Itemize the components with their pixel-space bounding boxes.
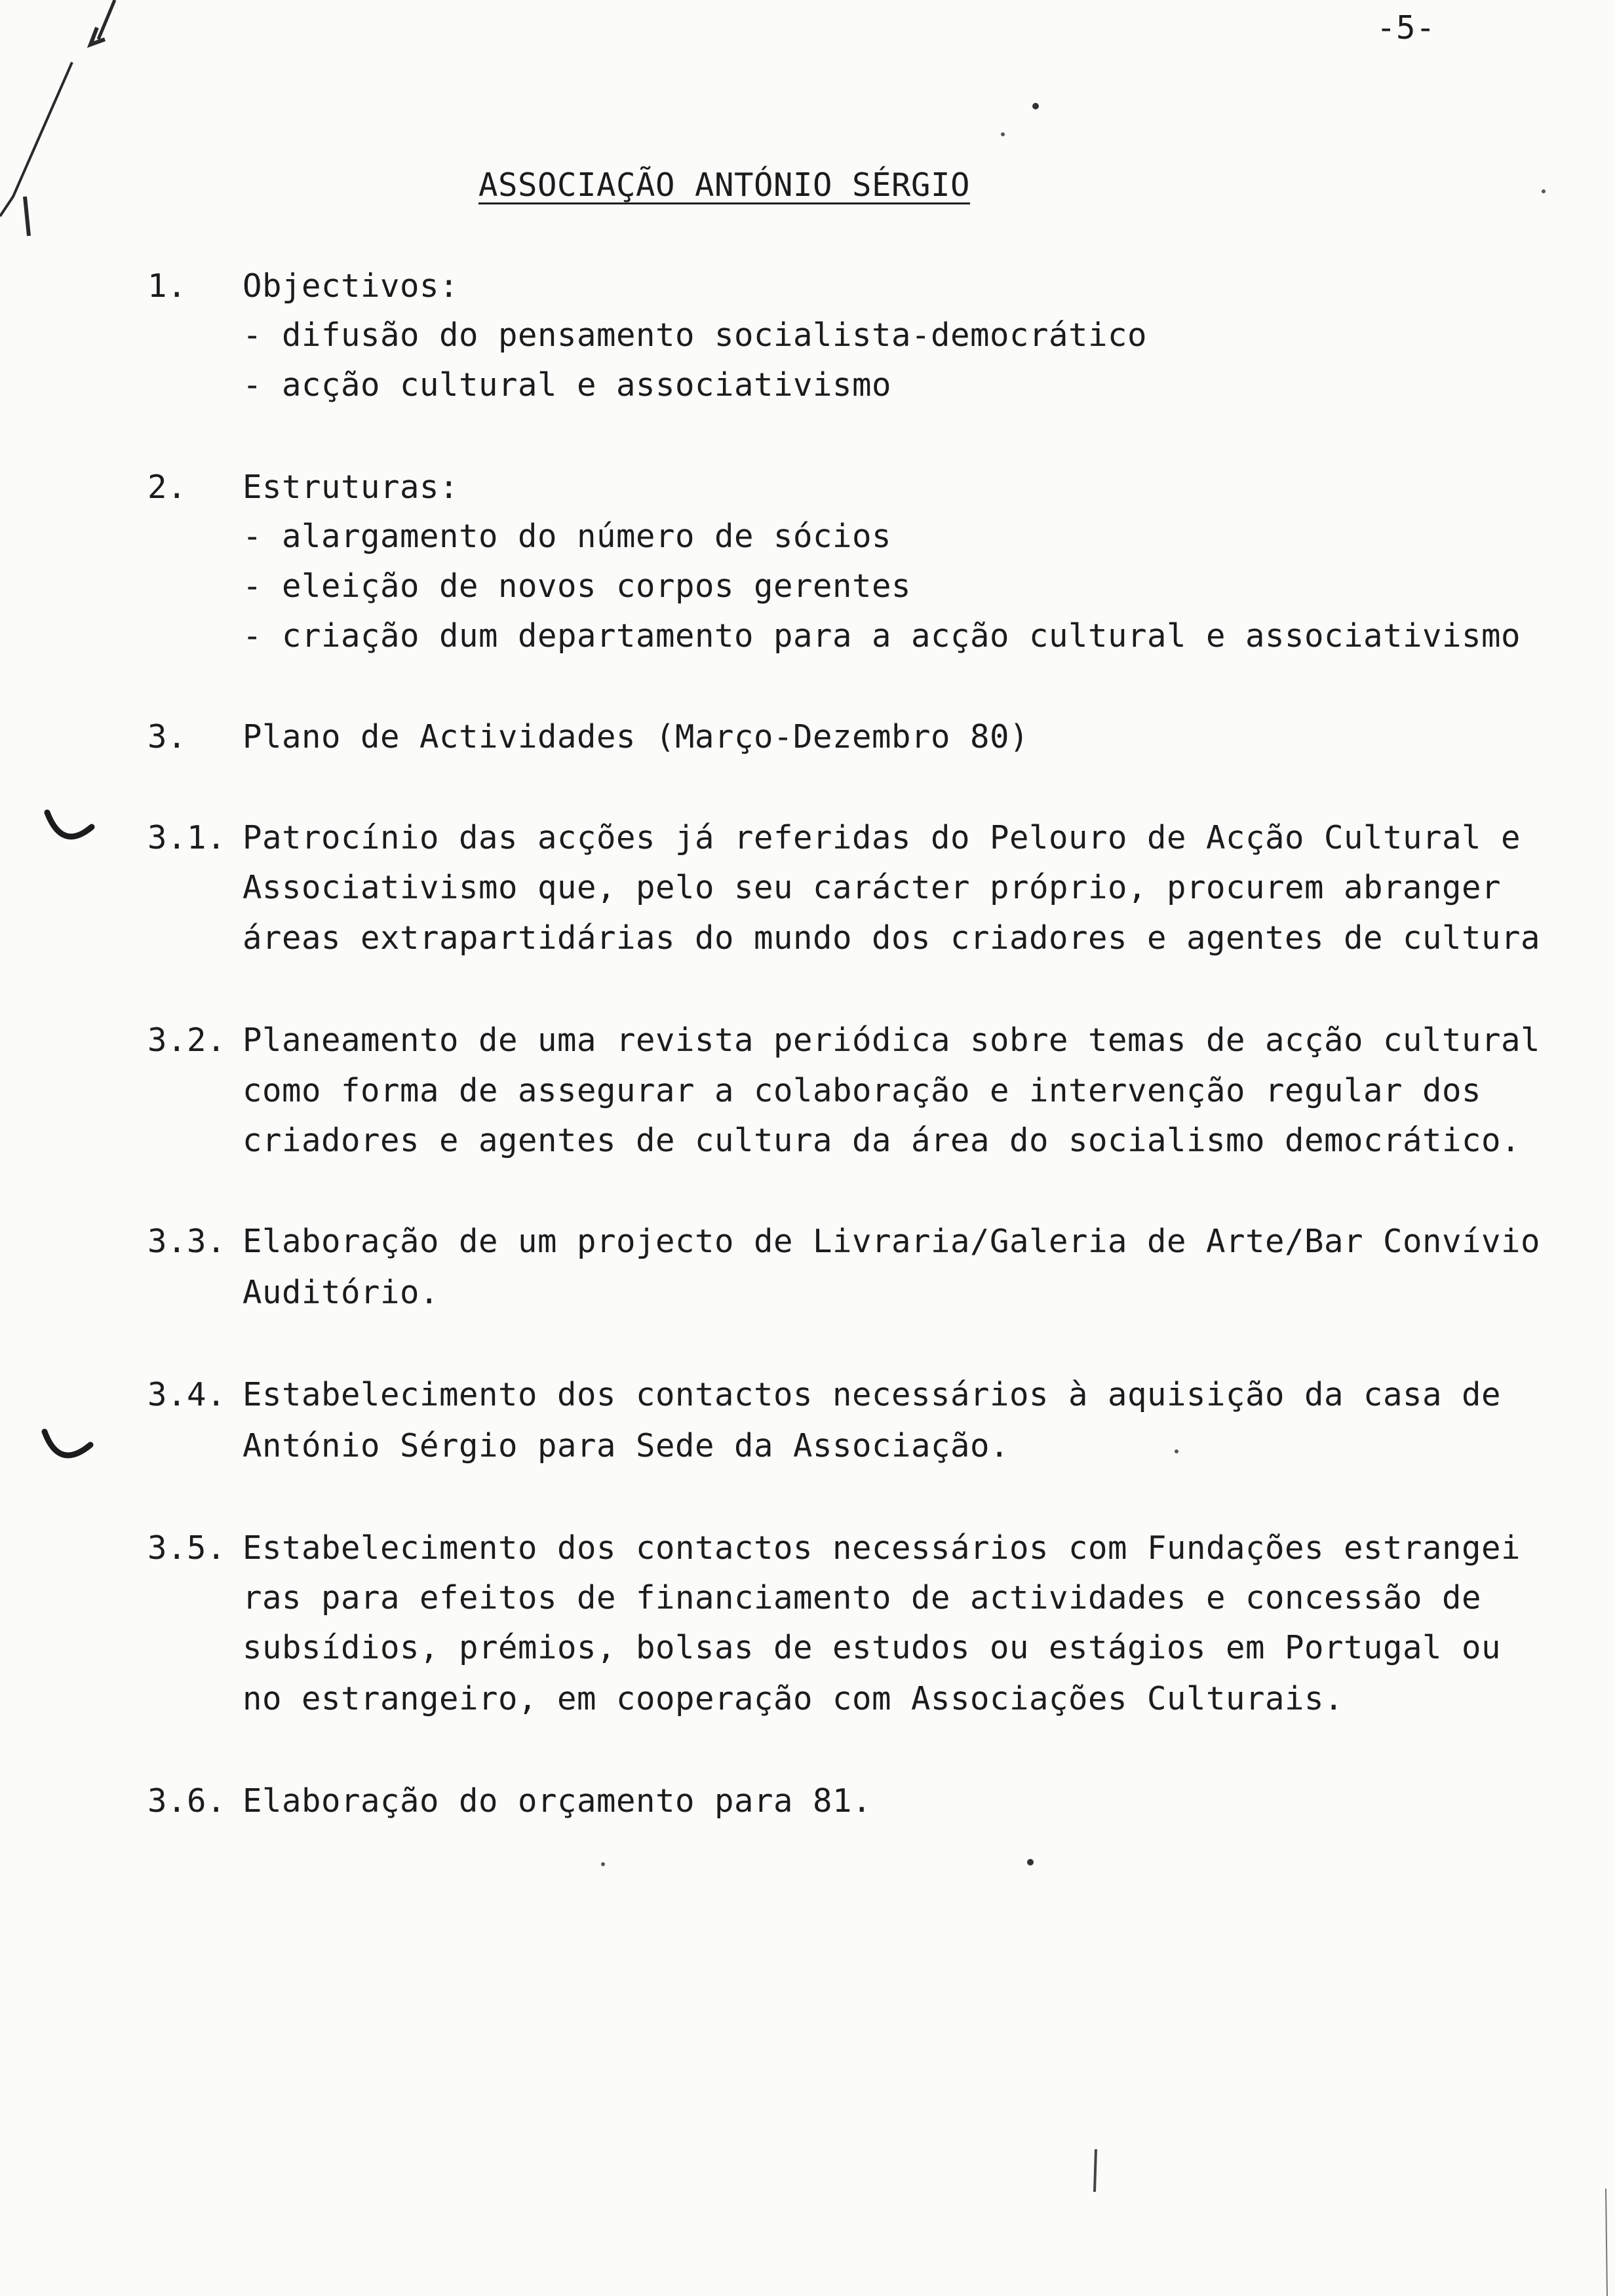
speck: [1175, 1449, 1178, 1453]
subsection-number: 3.2.: [147, 1022, 227, 1059]
list-item: - difusão do pensamento socialista-democrático: [243, 316, 1148, 354]
page-number: -5-: [1376, 9, 1436, 47]
scan-mark-bottom: [1095, 2149, 1096, 2192]
pen-stroke-margin: [0, 62, 72, 216]
section-number: 3.: [147, 718, 187, 756]
paragraph-line: António Sérgio para Sede da Associação.: [243, 1427, 1010, 1464]
list-item: - eleição de novos corpos gerentes: [243, 567, 912, 605]
paragraph-line: subsídios, prémios, bolsas de estudos ou estágios em Portugal ou: [243, 1629, 1502, 1666]
margin-check-mark-1: [47, 813, 92, 837]
margin-check-mark-2: [45, 1432, 90, 1455]
paragraph-line: criadores e agentes de cultura da área do socialismo democrático.: [243, 1122, 1521, 1159]
subsection-number: 3.5.: [147, 1529, 227, 1567]
speck: [1027, 1859, 1034, 1866]
pen-stroke-top: [98, 0, 115, 39]
paragraph-line: áreas extrapartidárias do mundo dos criadores e agentes de cultura: [243, 919, 1541, 957]
section-heading: Plano de Actividades (Março-Dezembro 80): [243, 718, 1030, 756]
speck: [1542, 189, 1546, 193]
list-item: - alargamento do número de sócios: [243, 518, 892, 555]
list-item: - acção cultural e associativismo: [243, 366, 892, 404]
section-heading: Estruturas:: [243, 469, 459, 506]
subsection-number: 3.4.: [147, 1376, 227, 1413]
paragraph-line: Auditório.: [243, 1274, 440, 1311]
paragraph-line: Estabelecimento dos contactos necessários à aquisição da casa de: [243, 1376, 1502, 1413]
paragraph-line: ras para efeitos de financiamento de actividades e concessão de: [243, 1579, 1482, 1617]
section-number: 2.: [147, 469, 187, 506]
paragraph-line: Planeamento de uma revista periódica sobre temas de acção cultural: [243, 1022, 1541, 1059]
section-number: 1.: [147, 267, 187, 305]
paragraph-line: como forma de assegurar a colaboração e intervenção regular dos: [243, 1072, 1482, 1109]
speck: [601, 1862, 605, 1866]
subsection-number: 3.3.: [147, 1223, 227, 1260]
pen-stroke-small: [25, 197, 29, 236]
page-edge-line: [1606, 2189, 1607, 2296]
section-heading: Objectivos:: [243, 267, 459, 305]
paragraph-line: Elaboração do orçamento para 81.: [243, 1782, 872, 1820]
speck: [1032, 103, 1039, 109]
paragraph-line: Estabelecimento dos contactos necessários com Fundações estrangei: [243, 1529, 1521, 1567]
paragraph-line: Elaboração de um projecto de Livraria/Galeria de Arte/Bar Convívio: [243, 1223, 1541, 1260]
speck: [1001, 132, 1005, 136]
subsection-number: 3.1.: [147, 819, 227, 856]
paragraph-line: Patrocínio das acções já referidas do Pelouro de Acção Cultural e: [243, 819, 1521, 856]
page-title: ASSOCIAÇÃO ANTÓNIO SÉRGIO: [478, 166, 971, 204]
list-item: - criação dum departamento para a acção cultural e associativismo: [243, 617, 1521, 655]
subsection-number: 3.6.: [147, 1782, 227, 1820]
paragraph-line: Associativismo que, pelo seu carácter próprio, procurem abranger: [243, 869, 1502, 906]
paragraph-line: no estrangeiro, em cooperação com Associações Culturais.: [243, 1680, 1344, 1717]
